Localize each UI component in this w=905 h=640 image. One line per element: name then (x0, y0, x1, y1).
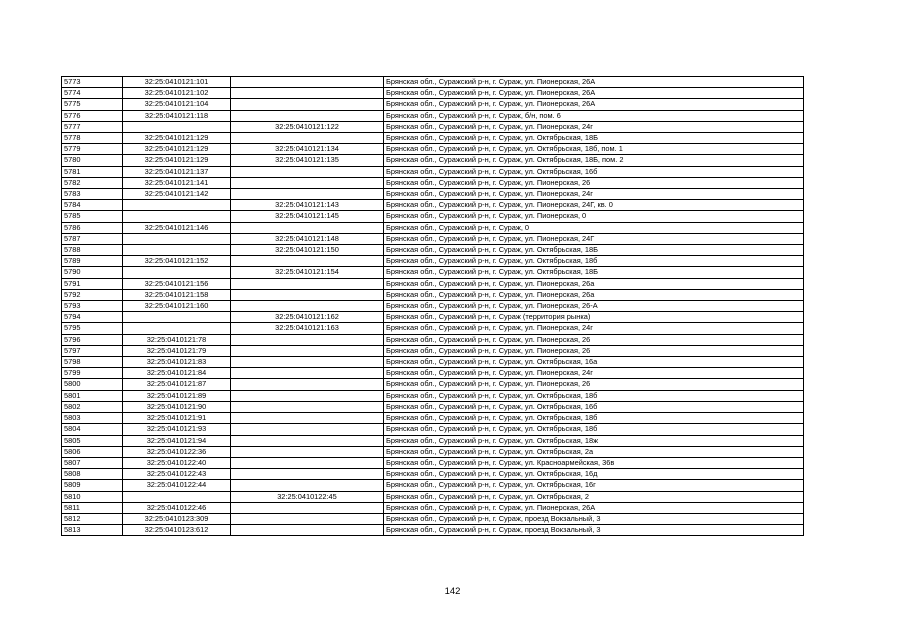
table-row (62, 469, 804, 480)
cadastral-number-cell: 32:25:0410122:46 (123, 502, 231, 513)
table-row (62, 390, 804, 401)
building-cadastral-number-cell (231, 222, 384, 233)
registry-table (61, 76, 804, 536)
table-row (62, 289, 804, 300)
building-cadastral-number-cell (231, 525, 384, 536)
address-cell: Брянская обл., Суражский р-н, г. Сураж, ул. Октябрьская, 16г (384, 480, 804, 491)
table-row (62, 491, 804, 502)
building-cadastral-number-cell: 32:25:0410121:135 (231, 155, 384, 166)
building-cadastral-number-cell (231, 469, 384, 480)
table-row (62, 513, 804, 524)
building-cadastral-number-cell (231, 357, 384, 368)
table-row (62, 133, 804, 144)
address-cell: Брянская обл., Суражский р-н, г. Сураж, ул. Октябрьская, 16б (384, 401, 804, 412)
building-cadastral-number-cell: 32:25:0410121:154 (231, 267, 384, 278)
cadastral-number-cell (123, 267, 231, 278)
building-cadastral-number-cell: 32:25:0410121:150 (231, 245, 384, 256)
row-number-cell: 5798 (62, 357, 123, 368)
row-number-cell: 5797 (62, 345, 123, 356)
table-row (62, 502, 804, 513)
row-number-cell: 5776 (62, 110, 123, 121)
table-row (62, 200, 804, 211)
address-cell: Брянская обл., Суражский р-н, г. Сураж, ул. Октябрьская, 18б (384, 390, 804, 401)
table-row (62, 77, 804, 88)
address-cell: Брянская обл., Суражский р-н, г. Сураж, ул. Красноармейская, 36в (384, 457, 804, 468)
table-row (62, 357, 804, 368)
building-cadastral-number-cell (231, 256, 384, 267)
address-cell: Брянская обл., Суражский р-н, г. Сураж, ул. Октябрьская, 18б, пом. 1 (384, 144, 804, 155)
row-number-cell: 5799 (62, 368, 123, 379)
address-cell: Брянская обл., Суражский р-н, г. Сураж, проезд Вокзальный, 3 (384, 525, 804, 536)
address-cell: Брянская обл., Суражский р-н, г. Сураж, ул. Октябрьская, 16а (384, 357, 804, 368)
table-row (62, 379, 804, 390)
building-cadastral-number-cell: 32:25:0410121:162 (231, 312, 384, 323)
row-number-cell: 5800 (62, 379, 123, 390)
building-cadastral-number-cell (231, 177, 384, 188)
table-row (62, 345, 804, 356)
cadastral-number-cell: 32:25:0410121:91 (123, 413, 231, 424)
row-number-cell: 5783 (62, 189, 123, 200)
row-number-cell: 5809 (62, 480, 123, 491)
building-cadastral-number-cell: 32:25:0410121:163 (231, 323, 384, 334)
row-number-cell: 5802 (62, 401, 123, 412)
row-number-cell: 5796 (62, 334, 123, 345)
cadastral-number-cell: 32:25:0410121:156 (123, 278, 231, 289)
cadastral-number-cell: 32:25:0410121:137 (123, 166, 231, 177)
address-cell: Брянская обл., Суражский р-н, г. Сураж, ул. Октябрьская, 18б (384, 256, 804, 267)
table-row (62, 278, 804, 289)
row-number-cell: 5804 (62, 424, 123, 435)
building-cadastral-number-cell (231, 502, 384, 513)
address-cell: Брянская обл., Суражский р-н, г. Сураж, ул. Пионерская, 26 (384, 177, 804, 188)
building-cadastral-number-cell (231, 99, 384, 110)
building-cadastral-number-cell (231, 133, 384, 144)
row-number-cell: 5774 (62, 88, 123, 99)
table-row (62, 166, 804, 177)
cadastral-number-cell: 32:25:0410121:84 (123, 368, 231, 379)
address-cell: Брянская обл., Суражский р-н, г. Сураж, ул. Октябрьская, 18Б (384, 267, 804, 278)
address-cell: Брянская обл., Суражский р-н, г. Сураж, ул. Октябрьская, 18Б (384, 245, 804, 256)
row-number-cell: 5803 (62, 413, 123, 424)
address-cell: Брянская обл., Суражский р-н, г. Сураж (территория рынка) (384, 312, 804, 323)
table-row (62, 222, 804, 233)
address-cell: Брянская обл., Суражский р-н, г. Сураж, ул. Октябрьская, 18б (384, 424, 804, 435)
building-cadastral-number-cell (231, 289, 384, 300)
table-row (62, 435, 804, 446)
building-cadastral-number-cell (231, 446, 384, 457)
row-number-cell: 5785 (62, 211, 123, 222)
table-row (62, 312, 804, 323)
cadastral-number-cell: 32:25:0410121:152 (123, 256, 231, 267)
cadastral-number-cell: 32:25:0410123:612 (123, 525, 231, 536)
table-row (62, 334, 804, 345)
table-row (62, 457, 804, 468)
row-number-cell: 5777 (62, 121, 123, 132)
building-cadastral-number-cell (231, 345, 384, 356)
row-number-cell: 5813 (62, 525, 123, 536)
address-cell: Брянская обл., Суражский р-н, г. Сураж, ул. Октябрьская, 2 (384, 491, 804, 502)
address-cell: Брянская обл., Суражский р-н, г. Сураж, ул. Пионерская, 24г (384, 121, 804, 132)
address-cell: Брянская обл., Суражский р-н, г. Сураж, ул. Пионерская, 24г (384, 368, 804, 379)
table-row (62, 525, 804, 536)
building-cadastral-number-cell (231, 513, 384, 524)
address-cell: Брянская обл., Суражский р-н, г. Сураж, ул. Пионерская, 24г (384, 323, 804, 334)
table-row (62, 189, 804, 200)
address-cell: Брянская обл., Суражский р-н, г. Сураж, ул. Октябрьская, 16б (384, 166, 804, 177)
address-cell: Брянская обл., Суражский р-н, г. Сураж, ул. Октябрьская, 2а (384, 446, 804, 457)
row-number-cell: 5810 (62, 491, 123, 502)
cadastral-number-cell: 32:25:0410121:87 (123, 379, 231, 390)
building-cadastral-number-cell (231, 401, 384, 412)
table-row (62, 99, 804, 110)
registry-table-body (62, 77, 804, 536)
row-number-cell: 5779 (62, 144, 123, 155)
building-cadastral-number-cell (231, 457, 384, 468)
building-cadastral-number-cell (231, 278, 384, 289)
table-row (62, 446, 804, 457)
cadastral-number-cell: 32:25:0410121:89 (123, 390, 231, 401)
table-row (62, 301, 804, 312)
building-cadastral-number-cell (231, 435, 384, 446)
building-cadastral-number-cell (231, 379, 384, 390)
row-number-cell: 5811 (62, 502, 123, 513)
table-row (62, 323, 804, 334)
table-row (62, 368, 804, 379)
row-number-cell: 5812 (62, 513, 123, 524)
table-row (62, 480, 804, 491)
building-cadastral-number-cell (231, 110, 384, 121)
address-cell: Брянская обл., Суражский р-н, г. Сураж, проезд Вокзальный, 3 (384, 513, 804, 524)
cadastral-number-cell: 32:25:0410123:309 (123, 513, 231, 524)
cadastral-number-cell: 32:25:0410122:40 (123, 457, 231, 468)
building-cadastral-number-cell (231, 480, 384, 491)
cadastral-number-cell: 32:25:0410121:104 (123, 99, 231, 110)
cadastral-number-cell (123, 312, 231, 323)
row-number-cell: 5773 (62, 77, 123, 88)
cadastral-number-cell: 32:25:0410122:36 (123, 446, 231, 457)
table-row (62, 144, 804, 155)
cadastral-number-cell: 32:25:0410121:83 (123, 357, 231, 368)
address-cell: Брянская обл., Суражский р-н, г. Сураж, ул. Октябрьская, 18Б (384, 133, 804, 144)
building-cadastral-number-cell: 32:25:0410121:122 (231, 121, 384, 132)
row-number-cell: 5787 (62, 233, 123, 244)
row-number-cell: 5793 (62, 301, 123, 312)
address-cell: Брянская обл., Суражский р-н, г. Сураж, ул. Октябрьская, 18ж (384, 435, 804, 446)
building-cadastral-number-cell: 32:25:0410121:134 (231, 144, 384, 155)
cadastral-number-cell: 32:25:0410121:129 (123, 144, 231, 155)
address-cell: Брянская обл., Суражский р-н, г. Сураж, ул. Пионерская, 26 (384, 345, 804, 356)
row-number-cell: 5789 (62, 256, 123, 267)
row-number-cell: 5786 (62, 222, 123, 233)
building-cadastral-number-cell (231, 390, 384, 401)
table-row (62, 245, 804, 256)
row-number-cell: 5808 (62, 469, 123, 480)
table-row (62, 401, 804, 412)
cadastral-number-cell: 32:25:0410121:160 (123, 301, 231, 312)
row-number-cell: 5788 (62, 245, 123, 256)
table-row (62, 155, 804, 166)
cadastral-number-cell: 32:25:0410121:146 (123, 222, 231, 233)
row-number-cell: 5778 (62, 133, 123, 144)
table-row (62, 413, 804, 424)
building-cadastral-number-cell (231, 88, 384, 99)
table-row (62, 267, 804, 278)
address-cell: Брянская обл., Суражский р-н, г. Сураж, ул. Пионерская, 26а (384, 278, 804, 289)
cadastral-number-cell (123, 233, 231, 244)
address-cell: Брянская обл., Суражский р-н, г. Сураж, ул. Пионерская, 26А (384, 502, 804, 513)
row-number-cell: 5801 (62, 390, 123, 401)
cadastral-number-cell (123, 200, 231, 211)
row-number-cell: 5784 (62, 200, 123, 211)
address-cell: Брянская обл., Суражский р-н, г. Сураж, 0 (384, 222, 804, 233)
row-number-cell: 5791 (62, 278, 123, 289)
cadastral-number-cell: 32:25:0410121:94 (123, 435, 231, 446)
row-number-cell: 5781 (62, 166, 123, 177)
address-cell: Брянская обл., Суражский р-н, г. Сураж, ул. Пионерская, 26 (384, 379, 804, 390)
building-cadastral-number-cell (231, 77, 384, 88)
address-cell: Брянская обл., Суражский р-н, г. Сураж, ул. Пионерская, 24Г, кв. 0 (384, 200, 804, 211)
cadastral-number-cell: 32:25:0410121:158 (123, 289, 231, 300)
address-cell: Брянская обл., Суражский р-н, г. Сураж, ул. Пионерская, 24г (384, 189, 804, 200)
building-cadastral-number-cell (231, 424, 384, 435)
address-cell: Брянская обл., Суражский р-н, г. Сураж, б/н, пом. 6 (384, 110, 804, 121)
address-cell: Брянская обл., Суражский р-н, г. Сураж, ул. Пионерская, 26 (384, 334, 804, 345)
cadastral-number-cell: 32:25:0410122:44 (123, 480, 231, 491)
row-number-cell: 5775 (62, 99, 123, 110)
row-number-cell: 5805 (62, 435, 123, 446)
row-number-cell: 5782 (62, 177, 123, 188)
cadastral-number-cell (123, 323, 231, 334)
row-number-cell: 5792 (62, 289, 123, 300)
address-cell: Брянская обл., Суражский р-н, г. Сураж, ул. Пионерская, 26А (384, 88, 804, 99)
cadastral-number-cell: 32:25:0410121:102 (123, 88, 231, 99)
address-cell: Брянская обл., Суражский р-н, г. Сураж, ул. Пионерская, 24Г (384, 233, 804, 244)
cadastral-number-cell (123, 211, 231, 222)
row-number-cell: 5807 (62, 457, 123, 468)
building-cadastral-number-cell: 32:25:0410122:45 (231, 491, 384, 502)
building-cadastral-number-cell (231, 334, 384, 345)
building-cadastral-number-cell: 32:25:0410121:143 (231, 200, 384, 211)
cadastral-number-cell (123, 491, 231, 502)
address-cell: Брянская обл., Суражский р-н, г. Сураж, ул. Пионерская, 26а (384, 289, 804, 300)
table-row (62, 211, 804, 222)
cadastral-number-cell: 32:25:0410121:118 (123, 110, 231, 121)
table-row (62, 177, 804, 188)
address-cell: Брянская обл., Суражский р-н, г. Сураж, ул. Пионерская, 26А (384, 77, 804, 88)
table-row (62, 256, 804, 267)
building-cadastral-number-cell (231, 368, 384, 379)
address-cell: Брянская обл., Суражский р-н, г. Сураж, ул. Октябрьская, 18б (384, 413, 804, 424)
row-number-cell: 5794 (62, 312, 123, 323)
table-row (62, 88, 804, 99)
cadastral-number-cell: 32:25:0410121:141 (123, 177, 231, 188)
cadastral-number-cell: 32:25:0410121:79 (123, 345, 231, 356)
building-cadastral-number-cell (231, 166, 384, 177)
table-row (62, 424, 804, 435)
cadastral-number-cell: 32:25:0410121:129 (123, 133, 231, 144)
building-cadastral-number-cell (231, 189, 384, 200)
page-number: 142 (444, 586, 461, 597)
cadastral-number-cell: 32:25:0410121:101 (123, 77, 231, 88)
cadastral-number-cell: 32:25:0410121:93 (123, 424, 231, 435)
address-cell: Брянская обл., Суражский р-н, г. Сураж, ул. Пионерская, 26А (384, 99, 804, 110)
address-cell: Брянская обл., Суражский р-н, г. Сураж, ул. Октябрьская, 16д (384, 469, 804, 480)
cadastral-number-cell: 32:25:0410121:142 (123, 189, 231, 200)
cadastral-number-cell: 32:25:0410121:78 (123, 334, 231, 345)
building-cadastral-number-cell: 32:25:0410121:145 (231, 211, 384, 222)
cadastral-number-cell (123, 245, 231, 256)
table-row (62, 121, 804, 132)
building-cadastral-number-cell (231, 301, 384, 312)
address-cell: Брянская обл., Суражский р-н, г. Сураж, ул. Октябрьская, 18Б, пом. 2 (384, 155, 804, 166)
building-cadastral-number-cell: 32:25:0410121:148 (231, 233, 384, 244)
address-cell: Брянская обл., Суражский р-н, г. Сураж, ул. Пионерская, 26-А (384, 301, 804, 312)
cadastral-number-cell: 32:25:0410122:43 (123, 469, 231, 480)
row-number-cell: 5780 (62, 155, 123, 166)
address-cell: Брянская обл., Суражский р-н, г. Сураж, ул. Пионерская, 0 (384, 211, 804, 222)
cadastral-number-cell: 32:25:0410121:129 (123, 155, 231, 166)
building-cadastral-number-cell (231, 413, 384, 424)
table-row (62, 110, 804, 121)
cadastral-number-cell (123, 121, 231, 132)
row-number-cell: 5795 (62, 323, 123, 334)
row-number-cell: 5806 (62, 446, 123, 457)
table-row (62, 233, 804, 244)
row-number-cell: 5790 (62, 267, 123, 278)
cadastral-number-cell: 32:25:0410121:90 (123, 401, 231, 412)
